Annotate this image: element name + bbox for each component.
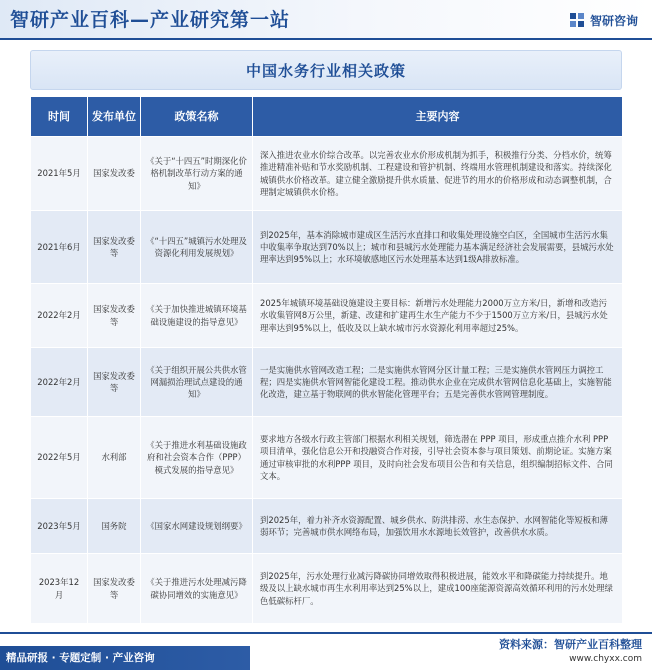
page-footer (0, 632, 652, 670)
table-header-row (31, 97, 623, 137)
header-title: 智研产业百科—产业研究第一站 (10, 9, 291, 31)
cell-dept: 国家发改委等 (88, 554, 141, 624)
page-header (0, 0, 652, 40)
table-row (31, 137, 623, 211)
cell-dept: 国家发改委等 (88, 284, 141, 348)
cell-content: 一是实施供水管网改造工程；二是实施供水管网分区计量工程；三是实施供水管网压力调控工程；四是实施供水管网智能化建设工程。推动供水企业在完成供水管网信息化基础上，实施智能化改造，建立基于物联网的供水智能化管理平台；五是完善供水管网管理制度。 (253, 348, 623, 417)
column-header-time: 时间 (31, 97, 88, 137)
cell-time: 2022年5月 (31, 417, 88, 499)
cell-dept: 国家发改委 (88, 137, 141, 211)
cell-time: 2022年2月 (31, 284, 88, 348)
brand-logo-icon (569, 12, 585, 28)
column-header-content: 主要内容 (253, 97, 623, 137)
cell-policy-name: 《关于“十四五”时期深化价格机制改革行动方案的通知》 (141, 137, 253, 211)
brand-logo[interactable] (569, 10, 638, 30)
footer-services: 精品研报 · 专题定制 · 产业咨询 (0, 646, 250, 670)
policy-table (30, 96, 623, 624)
brand-logo-text: 智研咨询 (589, 13, 638, 28)
cell-time: 2021年6月 (31, 211, 88, 284)
table-row (31, 499, 623, 554)
cell-content: 要求地方各级水行政主管部门根据水利相关规划，筛选潜在 PPP 项目，形成重点推介水利 PPP 项目清单，强化信息公开和投融资合作对接，引导社会资本参与项目策划、前期论证。实施方案通过审核审批的水利PPP 项目，及时向社会发布项目公告和有关信息，组织编制招标文件、合同文本。 (253, 417, 623, 499)
cell-dept: 国务院 (88, 499, 141, 554)
cell-policy-name: 《关于推进污水处理减污降碳协同增效的实施意见》 (141, 554, 253, 624)
table-row (31, 417, 623, 499)
cell-policy-name: 《关于推进水利基础设施政府和社会资本合作（PPP）模式发展的指导意见》 (141, 417, 253, 499)
document-title: 中国水务行业相关政策 (245, 61, 406, 80)
footer-divider (0, 632, 652, 634)
table-row (31, 284, 623, 348)
table-row (31, 211, 623, 284)
cell-dept: 国家发改委等 (88, 211, 141, 284)
document-title-box (30, 50, 622, 90)
cell-policy-name: 《“十四五”城镇污水处理及资源化利用发展规划》 (141, 211, 253, 284)
column-header-dept: 发布单位 (88, 97, 141, 137)
cell-dept: 国家发改委等 (88, 348, 141, 417)
cell-policy-name: 《关于加快推进城镇环境基础设施建设的指导意见》 (141, 284, 253, 348)
cell-policy-name: 《关于组织开展公共供水管网漏损治理试点建设的通知》 (141, 348, 253, 417)
cell-time: 2022年2月 (31, 348, 88, 417)
cell-content: 到2025年，基本消除城市建成区生活污水直排口和收集处理设施空白区，全国城市生活污水集中收集率争取达到70%以上；城市和县城污水处理能力基本满足经济社会发展需要，县城污水处理率达到95%以上；水环境敏感地区污水处理基本达到1级A排放标准。 (253, 211, 623, 284)
footer-source: 资料来源：智研产业百科整理 (499, 638, 642, 651)
cell-dept: 水利部 (88, 417, 141, 499)
cell-content: 到2025年，污水处理行业减污降碳协同增效取得积极进展，能效水平和降碳能力持续提升。地级及以上缺水城市再生水利用率达到25%以上，建成100座能源资源高效循环利用的污水处理绿色低碳标杆厂。 (253, 554, 623, 624)
table-row (31, 554, 623, 624)
table-row (31, 348, 623, 417)
cell-time: 2023年12月 (31, 554, 88, 624)
column-header-name: 政策名称 (141, 97, 253, 137)
cell-content: 到2025年，着力补齐水资源配置、城乡供水、防洪排涝、水生态保护、水网智能化等短板和薄弱环节；完善城市供水网络布局，加强饮用水水源地长效管护，改善供水水质。 (253, 499, 623, 554)
cell-time: 2021年5月 (31, 137, 88, 211)
footer-url[interactable]: www.chyxx.com (569, 654, 642, 664)
cell-time: 2023年5月 (31, 499, 88, 554)
cell-content: 深入推进农业水价综合改革。以完善农业水价形成机制为抓手，积极推行分类、分档水价，统筹推进精准补贴和节水奖励机制、工程建设和管护机制、终端用水管理机制建设和落实。持续深化城镇供水价格改革。建立健全激励提升供水质量、促进节约用水的价格形成和动态调整机制，合理制定城镇供水价格。 (253, 137, 623, 211)
cell-policy-name: 《国家水网建设规划纲要》 (141, 499, 253, 554)
cell-content: 2025年城镇环境基础设施建设主要目标：新增污水处理能力2000万立方米/日，新增和改造污水收集管网8万公里，新建、改建和扩建再生水生产能力不少于1500万立方米/日，县城污水处理率达到95%以上，低收及以上缺水城市污水资源化利用率超过25%。 (253, 284, 623, 348)
